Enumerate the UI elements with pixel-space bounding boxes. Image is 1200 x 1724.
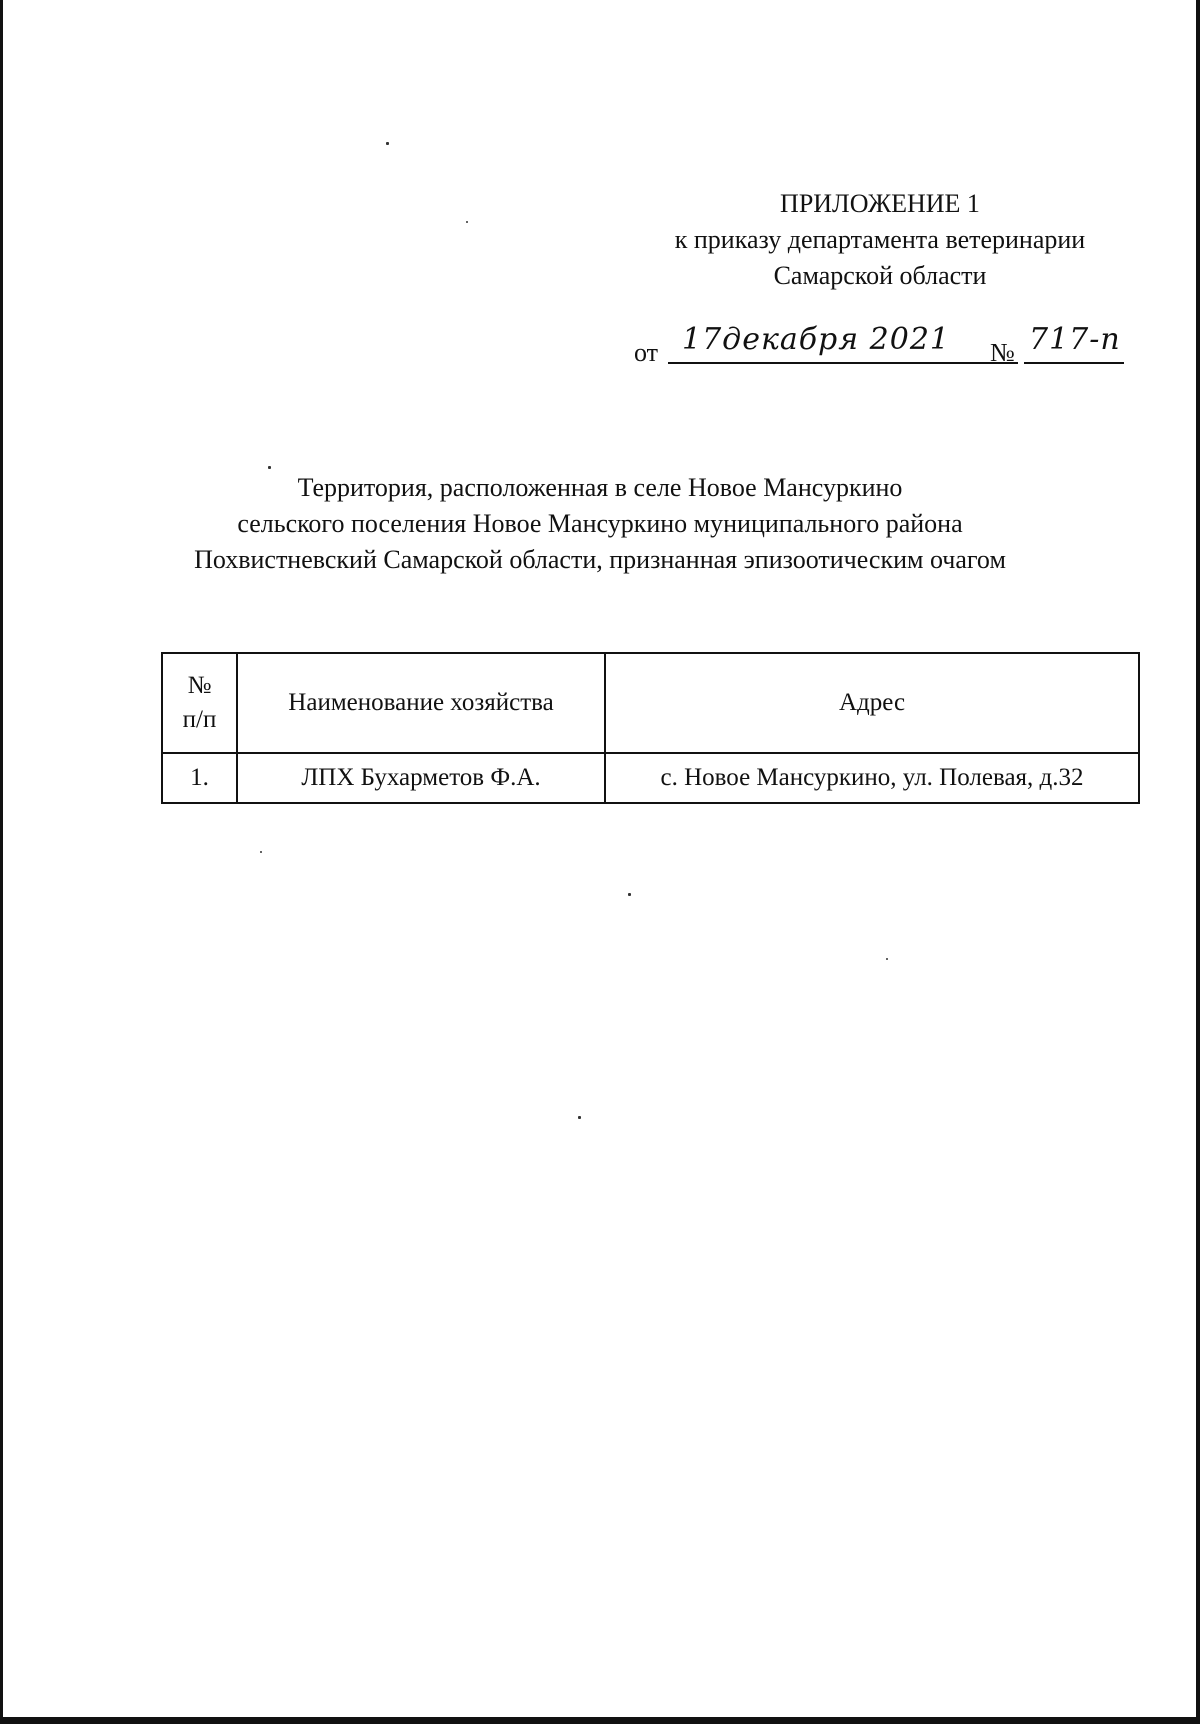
scan-speck <box>386 142 389 145</box>
document-heading <box>100 470 1100 578</box>
scan-edge-bottom <box>0 1717 1200 1724</box>
cell-number: 1. <box>162 753 237 803</box>
header-address: Адрес <box>605 653 1139 753</box>
date-label: от <box>634 338 659 367</box>
date-underline <box>668 362 1018 364</box>
scan-speck <box>268 466 271 469</box>
handwritten-number: 717-п <box>1029 322 1121 357</box>
scan-speck <box>466 221 468 223</box>
header-number-symbol: № <box>187 672 212 699</box>
scan-edge-right <box>1196 0 1200 1724</box>
number-label: № <box>990 338 1015 367</box>
header-farm-name: Наименование хозяйства <box>237 653 605 753</box>
cell-farm-name: ЛПХ Бухарметов Ф.А. <box>237 753 605 803</box>
scan-speck <box>578 1116 581 1119</box>
number-underline <box>1024 362 1124 364</box>
header-number-abbr: п/п <box>182 706 217 733</box>
appendix-title: ПРИЛОЖЕНИЕ 1 <box>780 189 980 218</box>
scan-edge-left <box>0 0 3 1724</box>
appendix-order-ref: к приказу департамента ветеринарии <box>674 225 1086 254</box>
farms-table <box>161 652 1140 804</box>
heading-line-2: сельского поселения Новое Мансуркино муниципального района <box>237 509 963 538</box>
heading-line-1: Территория, расположенная в селе Новое Мансуркино <box>297 473 903 502</box>
handwritten-date: 17декабря 2021 <box>682 322 951 357</box>
cell-address: с. Новое Мансуркино, ул. Полевая, д.32 <box>605 753 1139 803</box>
table-row <box>162 753 1139 803</box>
scan-speck <box>260 851 262 853</box>
heading-line-3: Похвистневский Самарской области, признанная эпизоотическим очагом <box>194 545 1006 574</box>
appendix-region: Самарской области <box>773 261 987 290</box>
appendix-block <box>600 186 1160 294</box>
header-number <box>162 653 237 753</box>
scan-speck <box>886 958 888 960</box>
scan-speck <box>628 893 631 896</box>
table-header-row <box>162 653 1139 753</box>
